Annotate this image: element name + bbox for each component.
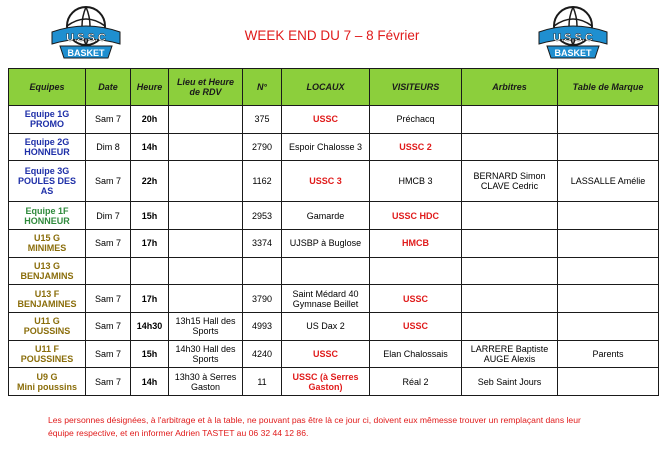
footer-line: Les personnes désignées, à l'arbitrage et à la table, ne pouvant pas être là ce jour ci, doivent eux mêmesse trouver un remplaçant dans leur <box>48 415 581 425</box>
team-cell <box>9 202 86 230</box>
locaux-cell-line: USSC <box>312 114 338 125</box>
visiteurs-cell-line: Préchacq <box>396 114 435 125</box>
locaux-cell <box>282 133 370 161</box>
visiteurs-cell-line: HMCB <box>402 238 429 249</box>
numero-cell <box>243 257 282 285</box>
table-row <box>9 368 659 396</box>
date-cell <box>86 257 131 285</box>
lieu-cell <box>169 161 243 202</box>
table-row <box>9 161 659 202</box>
arbitres-cell <box>462 340 558 368</box>
table-marque-cell <box>558 161 659 202</box>
numero-cell: 2790 <box>243 133 282 161</box>
lieu-cell-line: 13h15 Hall des <box>175 316 236 327</box>
numero-cell: 4993 <box>243 312 282 340</box>
date-cell: Sam 7 <box>86 229 131 257</box>
header-numero: N° <box>243 69 282 106</box>
footer-line: équipe respective, et en informer Adrien TASTET au 06 32 44 12 86. <box>48 428 309 438</box>
heure-cell: 17h <box>131 285 169 313</box>
table-row <box>9 133 659 161</box>
team-cell <box>9 285 86 313</box>
table-row <box>9 229 659 257</box>
heure-cell: 14h <box>131 133 169 161</box>
team-cell-line: Equipe 1F <box>25 205 69 216</box>
lieu-cell <box>169 285 243 313</box>
header-arbitres: Arbitres <box>462 69 558 106</box>
locaux-cell-line: USSC (à Serres <box>292 371 359 382</box>
team-cell-line: HONNEUR <box>24 215 70 226</box>
table-marque-cell <box>558 229 659 257</box>
heure-cell: 20h <box>131 106 169 134</box>
lieu-cell <box>169 202 243 230</box>
team-cell-line: Mini poussins <box>16 381 77 392</box>
team-cell-line: U13 G <box>33 260 60 271</box>
locaux-cell-line: Saint Médard 40 <box>292 288 359 299</box>
locaux-cell-line: Gymnase Beillet <box>292 298 359 309</box>
visiteurs-cell-line: Elan Chalossais <box>383 348 448 359</box>
team-cell-line: POULES DES AS <box>17 176 76 197</box>
table-row <box>9 340 659 368</box>
table-marque-cell <box>558 133 659 161</box>
numero-cell: 2953 <box>243 202 282 230</box>
table-row <box>9 312 659 340</box>
team-cell-line: Equipe 2G <box>24 137 70 147</box>
heure-cell: 14h <box>131 368 169 396</box>
visiteurs-cell <box>370 229 462 257</box>
lieu-cell <box>169 340 243 368</box>
lieu-cell <box>169 229 243 257</box>
header-heure: Heure <box>131 69 169 106</box>
heure-cell: 17h <box>131 229 169 257</box>
locaux-cell <box>282 368 370 396</box>
visiteurs-cell <box>370 106 462 134</box>
team-cell-line: U13 F <box>34 288 60 299</box>
visiteurs-cell-line: USSC <box>402 321 428 332</box>
locaux-cell <box>282 312 370 340</box>
table-row <box>9 285 659 313</box>
table-marque-cell-line: Parents <box>592 348 624 359</box>
arbitres-cell-line: CLAVE Cedric <box>480 181 539 192</box>
visiteurs-cell <box>370 161 462 202</box>
lieu-cell-line: Sports <box>192 353 219 364</box>
heure-cell <box>131 257 169 285</box>
header-lieu-rdv: Lieu et Heure de RDV <box>169 69 243 106</box>
team-cell-line: POUSSINS <box>23 326 71 337</box>
arbitres-cell <box>462 285 558 313</box>
ussc-basket-logo-right <box>537 4 609 62</box>
table-marque-cell <box>558 202 659 230</box>
date-cell: Sam 7 <box>86 106 131 134</box>
team-cell-line: HONNEUR <box>24 147 70 157</box>
header-locaux: LOCAUX <box>282 69 370 106</box>
arbitres-cell <box>462 257 558 285</box>
header-equipes: Equipes <box>9 69 86 106</box>
date-cell: Sam 7 <box>86 285 131 313</box>
header-row <box>9 69 659 106</box>
lieu-cell-line: 13h30 à Serres <box>174 371 237 382</box>
locaux-cell-line: Espoir Chalosse 3 <box>288 142 363 152</box>
arbitres-cell-line: BERNARD Simon <box>473 171 546 182</box>
logo-top-text: U.S.S.C <box>66 32 106 44</box>
visiteurs-cell <box>370 257 462 285</box>
table-marque-cell <box>558 106 659 134</box>
team-cell-line: U11 G <box>34 316 60 327</box>
locaux-cell <box>282 161 370 202</box>
arbitres-cell-line: Seb Saint Jours <box>477 376 542 387</box>
date-cell: Sam 7 <box>86 161 131 202</box>
arbitres-cell <box>462 161 558 202</box>
team-cell <box>9 161 86 202</box>
team-cell-line: POUSSINES <box>20 353 74 364</box>
locaux-cell <box>282 285 370 313</box>
team-cell-line: PROMO <box>29 119 64 130</box>
table-marque-cell <box>558 368 659 396</box>
locaux-cell <box>282 229 370 257</box>
numero-cell: 4240 <box>243 340 282 368</box>
visiteurs-cell <box>370 340 462 368</box>
numero-cell: 3790 <box>243 285 282 313</box>
heure-cell: 22h <box>131 161 169 202</box>
logo-top-text: U.S.S.C <box>553 32 593 44</box>
table-marque-cell <box>558 285 659 313</box>
visiteurs-cell <box>370 368 462 396</box>
team-cell <box>9 229 86 257</box>
table-row <box>9 202 659 230</box>
locaux-cell-line: Gamarde <box>306 210 345 221</box>
table-marque-cell <box>558 340 659 368</box>
team-cell-line: U11 F <box>34 343 59 354</box>
logo-bottom-text: BASKET <box>67 48 105 58</box>
locaux-cell-line: Gaston) <box>308 381 343 392</box>
lieu-cell <box>169 257 243 285</box>
table-row <box>9 257 659 285</box>
arbitres-cell <box>462 312 558 340</box>
header-table-marque: Table de Marque <box>558 69 659 106</box>
arbitres-cell-line: LARRERE Baptiste <box>470 343 549 354</box>
lieu-cell <box>169 312 243 340</box>
team-cell <box>9 340 86 368</box>
header-date: Date <box>86 69 131 106</box>
locaux-cell <box>282 202 370 230</box>
arbitres-cell <box>462 368 558 396</box>
team-cell <box>9 106 86 134</box>
table-marque-cell <box>558 257 659 285</box>
visiteurs-cell-line: HMCB 3 <box>398 176 433 187</box>
table-marque-cell-line: LASSALLE Amélie <box>570 176 646 187</box>
lieu-cell <box>169 106 243 134</box>
arbitres-cell <box>462 202 558 230</box>
table-marque-cell <box>558 312 659 340</box>
locaux-cell-line: USSC 3 <box>309 176 342 187</box>
numero-cell: 3374 <box>243 229 282 257</box>
lieu-cell-line: Sports <box>192 326 219 337</box>
locaux-cell-line: USSC <box>312 348 338 359</box>
visiteurs-cell-line: Réal 2 <box>402 376 429 387</box>
header-visiteurs: VISITEURS <box>370 69 462 106</box>
date-cell: Sam 7 <box>86 312 131 340</box>
locaux-cell <box>282 257 370 285</box>
locaux-cell <box>282 340 370 368</box>
locaux-cell-line: UJSBP à Buglose <box>289 238 362 249</box>
numero-cell: 11 <box>243 368 282 396</box>
numero-cell: 1162 <box>243 161 282 202</box>
page-title: WEEK END DU 7 – 8 Février <box>244 28 420 43</box>
numero-cell: 375 <box>243 106 282 134</box>
date-cell: Dim 8 <box>86 133 131 161</box>
team-cell-line: Equipe 1G <box>24 109 70 120</box>
logo-bottom-text: BASKET <box>554 48 592 58</box>
visiteurs-cell-line: USSC HDC <box>391 210 439 221</box>
team-cell <box>9 133 86 161</box>
arbitres-cell <box>462 106 558 134</box>
date-cell: Dim 7 <box>86 202 131 230</box>
visiteurs-cell <box>370 202 462 230</box>
schedule-rows <box>9 106 659 396</box>
lieu-cell-line: 14h30 Hall des <box>175 343 236 354</box>
arbitres-cell-line: AUGE Alexis <box>483 353 536 364</box>
footer-note <box>48 414 628 440</box>
visiteurs-cell <box>370 133 462 161</box>
team-cell-line: U15 G <box>33 233 60 244</box>
lieu-cell-line: Gaston <box>190 381 221 392</box>
arbitres-cell <box>462 229 558 257</box>
team-cell <box>9 257 86 285</box>
team-cell <box>9 368 86 396</box>
locaux-cell-line: US Dax 2 <box>306 321 345 332</box>
visiteurs-cell-line: USSC <box>402 293 428 304</box>
team-cell-line: BENJAMINS <box>20 270 74 281</box>
schedule-table <box>8 68 659 396</box>
lieu-cell <box>169 133 243 161</box>
table-row <box>9 106 659 134</box>
date-cell: Sam 7 <box>86 340 131 368</box>
heure-cell: 14h30 <box>131 312 169 340</box>
team-cell-line: BENJAMINES <box>17 298 77 309</box>
team-cell-line: Equipe 3G <box>24 166 70 177</box>
visiteurs-cell-line: USSC 2 <box>399 142 432 152</box>
lieu-cell <box>169 368 243 396</box>
visiteurs-cell <box>370 285 462 313</box>
heure-cell: 15h <box>131 340 169 368</box>
team-cell-line: MINIMES <box>27 243 67 254</box>
arbitres-cell <box>462 133 558 161</box>
heure-cell: 15h <box>131 202 169 230</box>
team-cell <box>9 312 86 340</box>
team-cell-line: U9 G <box>36 371 58 382</box>
date-cell: Sam 7 <box>86 368 131 396</box>
locaux-cell <box>282 106 370 134</box>
visiteurs-cell <box>370 312 462 340</box>
